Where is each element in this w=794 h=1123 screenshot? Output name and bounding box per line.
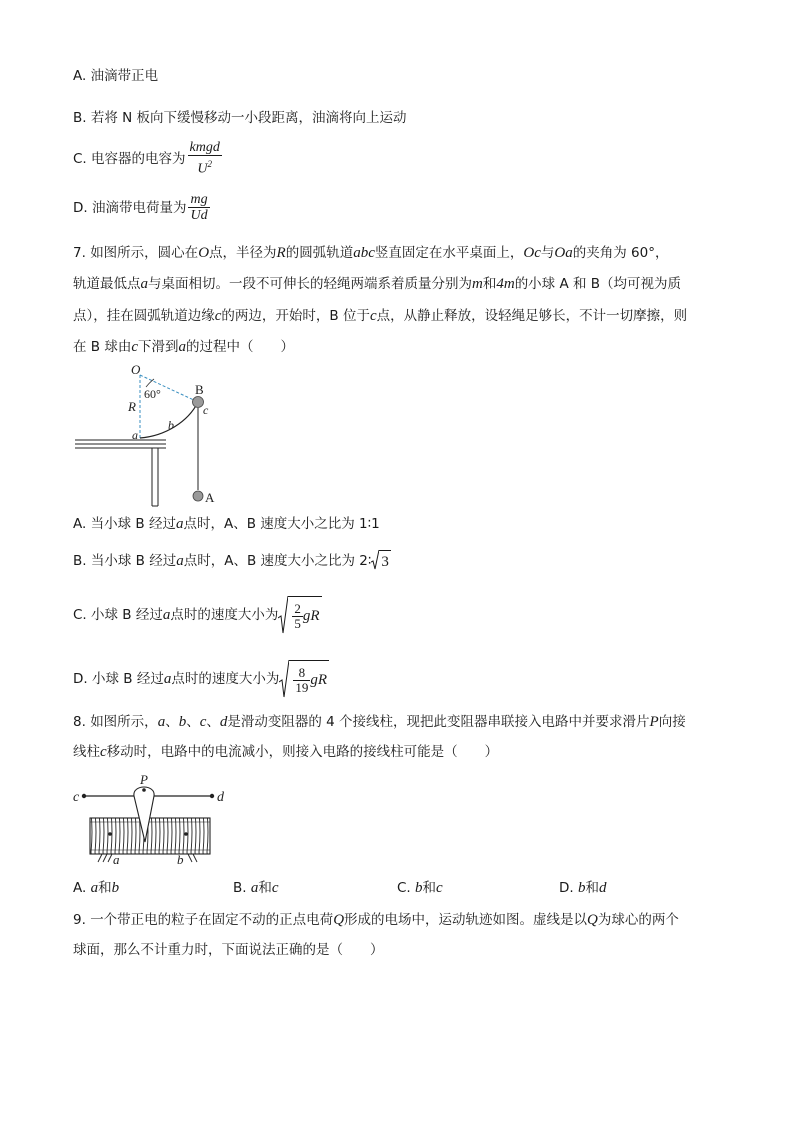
q7-option-b: B. 当小球 B 经过a点时，A、B 速度大小之比为 2∶ 3: [73, 550, 391, 572]
q8-option-c: C. b和c: [397, 880, 443, 896]
q6-option-b: B. 若将 N 板向下缓慢移动一小段距离，油滴将向上运动: [73, 110, 407, 126]
q8-figure: [70, 772, 230, 867]
svg-text:b: b: [177, 852, 184, 867]
svg-text:a: a: [132, 428, 138, 442]
svg-text:c: c: [203, 403, 209, 417]
svg-text:O: O: [131, 362, 141, 377]
q8-stem-line2: 线柱c移动时，电路中的电流减小，则接入电路的接线柱可能是（ ）: [73, 744, 499, 760]
q7-figure: [70, 360, 230, 510]
q6-option-d: D. 油滴带电荷量为 $\frac{mg}{Ud}$: [73, 192, 208, 223]
q7-option-c: C. 小球 B 经过a点时的速度大小为 $\frac{2}{5}$ gR: [73, 596, 322, 634]
svg-text:c: c: [73, 790, 80, 805]
q7-stem-line3: 点），挂在圆弧轨道边缘c的两边，开始时，B 位于c点，从静止释放，设轻绳足够长，不计一切摩擦，则: [73, 308, 688, 324]
q7-stem-line2: 轨道最低点a与桌面相切。一段不可伸长的轻绳两端系着质量分别为m和4m的小球 A 和 B（均可视为质: [73, 276, 682, 292]
q8-option-b: B. a和c: [233, 880, 279, 896]
sqrt-three: 3: [371, 550, 391, 572]
q8-stem-line1: 8. 如图所示，a、b、c、d是滑动变阻器的 4 个接线柱，现把此变阻器串联接入电路中并要求滑片P向接: [73, 714, 686, 730]
q8-option-d: D. b和d: [559, 880, 607, 896]
sqrt-speed-c: $\frac{2}{5}$ gR: [278, 596, 321, 634]
fraction-charge: $\frac{mg}{Ud}$: [190, 192, 208, 223]
q7-option-d: D. 小球 B 经过a点时的速度大小为 $\frac{8}{19}$ gR: [73, 660, 329, 698]
q7-option-a: A. 当小球 B 经过a点时，A、B 速度大小之比为 1∶1: [73, 516, 380, 532]
q9-stem-line2: 球面，那么不计重力时，下面说法正确的是（ ）: [73, 942, 384, 958]
svg-text:d: d: [217, 790, 224, 805]
q7-stem-line4: 在 B 球由c下滑到a的过程中（ ）: [73, 339, 295, 355]
q9-stem-line1: 9. 一个带正电的粒子在固定不动的正点电荷Q形成的电场中，运动轨迹如图。虚线是以Q为球心的两个: [73, 912, 679, 928]
fraction-capacitance: $\frac{\text{kmgd}}{U^2}$: [189, 140, 220, 177]
svg-text:b: b: [168, 418, 174, 432]
q8-option-a: A. a和b: [73, 880, 120, 896]
svg-text:a: a: [113, 852, 120, 867]
q7-stem-line1: 7. 如图所示，圆心在O点，半径为R的圆弧轨道abc竖直固定在水平桌面上，Oc与Oa的夹角为 60°，: [73, 245, 669, 261]
sqrt-speed-d: $\frac{8}{19}$ gR: [279, 660, 329, 698]
svg-text:P: P: [140, 772, 148, 787]
q6-option-c: C. 电容器的电容为 $\frac{\text{kmgd}}{U^2}$: [73, 140, 220, 177]
svg-text:R: R: [128, 399, 136, 414]
svg-text:A: A: [205, 490, 215, 505]
q6-option-a: A. 油滴带正电: [73, 68, 159, 84]
svg-text:60°: 60°: [144, 387, 161, 401]
svg-text:B: B: [195, 382, 204, 397]
